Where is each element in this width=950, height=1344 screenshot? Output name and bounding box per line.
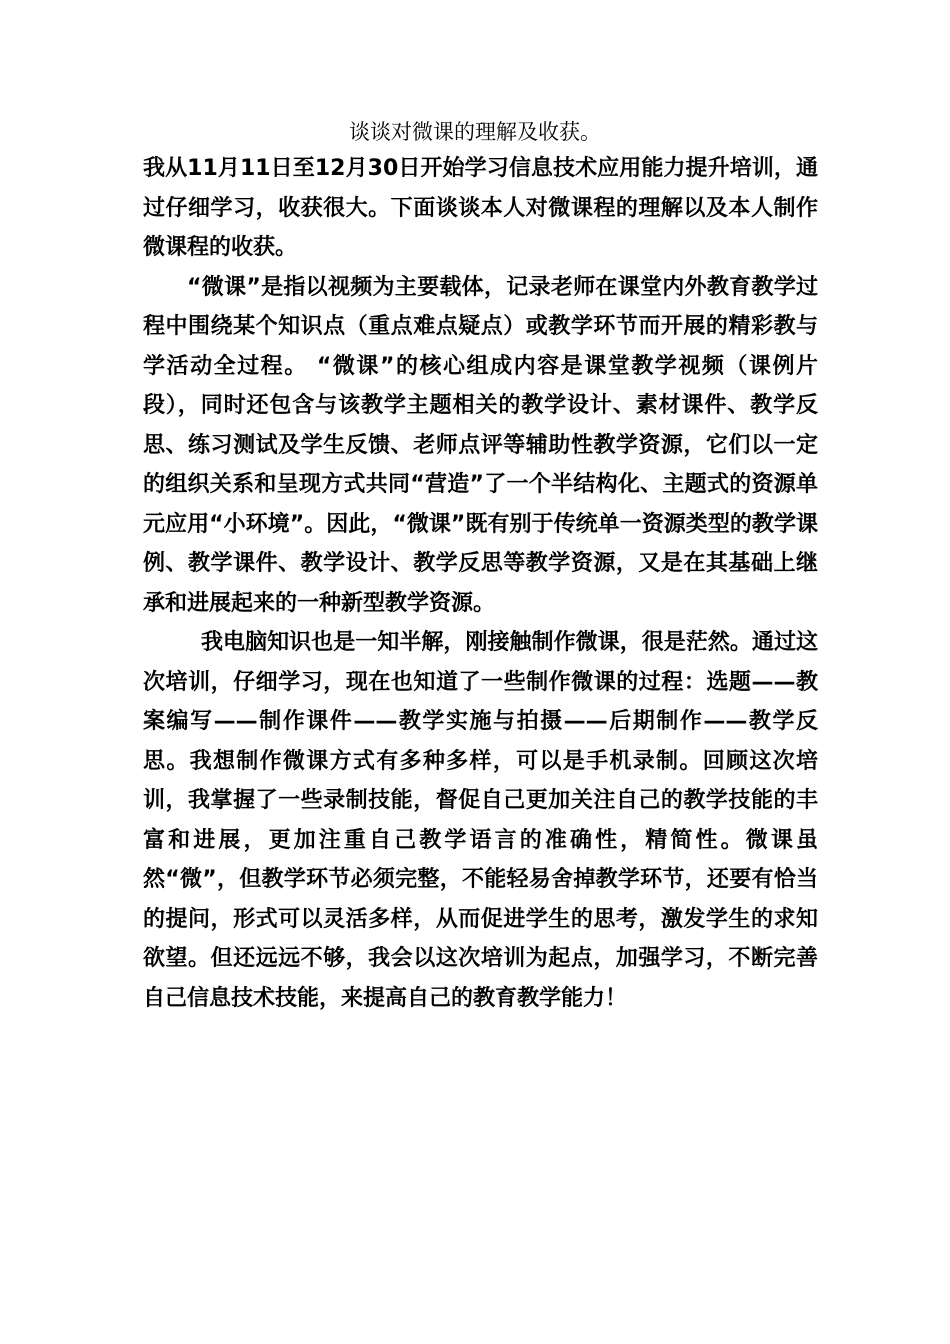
paragraph-intro: 我从11月11日至12月30日开始学习信息技术应用能力提升培训，通过仔细学习，收获很大。下面谈谈本人对微课程的理解以及本人制作微课程的收获。	[143, 156, 818, 260]
document-title: 谈谈对微课的理解及收获。	[349, 120, 601, 144]
paragraph-definition: “微课”是指以视频为主要载体，记录老师在课堂内外教育教学过程中围绕某个知识点（重点难点疑点）或教学环节而开展的精彩教与学活动全过程。 “微课”的核心组成内容是课堂教学视频（课例片段），同时还包含与该教学主题相关的教学设计、素材课件、教学反思、练习测试及学生反馈、老师点评等辅助性教学资源，它们以一定的组织关系和呈现方式共同“营造”了一个半结构化、主题式的资源单元应用“小环境”。因此，“微课”既有别于传统单一资源类型的教学课例、教学课件、教学设计、教学反思等教学资源，又是在其基础上继承和进展起来的一种新型教学资源。	[143, 274, 818, 616]
paragraph-reflection: 我电脑知识也是一知半解，刚接触制作微课，很是茫然。通过这次培训，仔细学习，现在也知道了一些制作微课的过程：选题——教案编写——制作课件——教学实施与拍摄——后期制作——教学反思。我想制作微课方式有多种多样，可以是手机录制。回顾这次培训，我掌握了一些录制技能，督促自己更加关注自己的教学技能的丰富和进展，更加注重自己教学语言的准确性，精简性。微课虽然“微”，但教学环节必须完整，不能轻易舍掉教学环节，还要有恰当的提问，形式可以灵活多样，从而促进学生的思考，激发学生的求知欲望。但还远远不够，我会以这次培训为起点，加强学习，不断完善自己信息技术技能，来提高自己的教育教学能力！	[143, 630, 818, 1011]
document-body	[143, 149, 818, 1018]
